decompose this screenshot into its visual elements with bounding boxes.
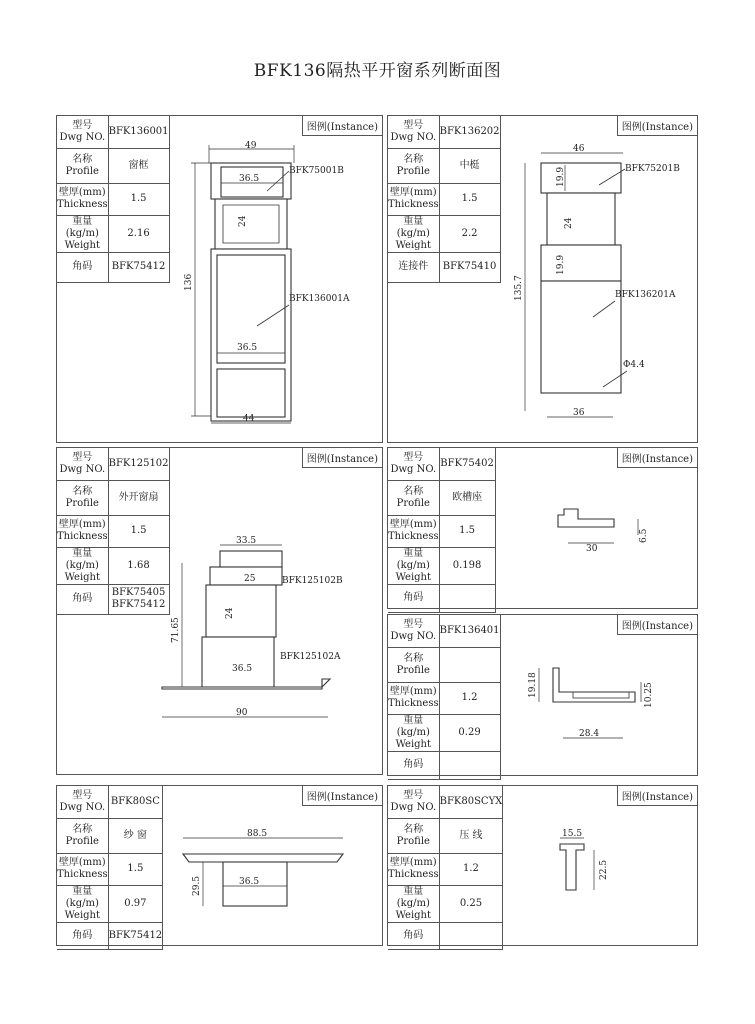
profile-name [439, 647, 500, 682]
section-drawing [548, 824, 648, 904]
spec-table: 型号 Dwg NO. BFK136401 名称 Profile 壁厚(mm) Thickness 1.2 重量(kg/m) Weight 0.29 角码 [388, 615, 501, 780]
svg-text:BFK136201A: BFK136201A [615, 290, 676, 300]
profile-name: 外开窗扇 [108, 480, 169, 515]
dwg-number: BFK80SCYX [439, 786, 503, 818]
profile-name: 窗框 [108, 148, 169, 183]
page-title: BFK136隔热平开窗系列断面图 [253, 61, 502, 81]
svg-text:19.9: 19.9 [556, 166, 566, 187]
svg-text:22.5: 22.5 [599, 859, 609, 880]
svg-text:36.5: 36.5 [237, 343, 258, 353]
instance-label: 图例(Instance) [617, 615, 697, 635]
dim-top: 49 [245, 141, 257, 151]
spec-table: 型号 Dwg NO. BFK136001 名称 Profile 窗框 壁厚(mm) Thickness 1.5 重量(kg/m) Weight 2.16 角码 BFK75412 [57, 116, 170, 283]
dwg-number: BFK136202 [439, 116, 500, 148]
profile-card-bfk80scyx [387, 785, 698, 946]
dwg-number: BFK136401 [439, 615, 500, 647]
profile-card-bfk136001 [56, 115, 383, 443]
section-drawing [177, 824, 377, 914]
svg-text:BFK75201B: BFK75201B [625, 164, 680, 174]
svg-text:30: 30 [586, 544, 598, 554]
section-drawing [503, 141, 693, 431]
profile-card-bfk136202 [387, 115, 698, 443]
corner-value: BFK75405 BFK75412 [108, 584, 169, 614]
part-label-a: BFK136001A [289, 294, 350, 304]
instance-label: 图例(Instance) [617, 448, 697, 468]
thickness-value: 1.5 [439, 515, 495, 547]
spec-table: 型号 Dwg NO. BFK80SCYX 名称 Profile 压 线 壁厚(mm) Thickness 1.2 重量(kg/m) Weight 0.25 角码 [388, 786, 503, 950]
profile-card-bfk125102 [56, 447, 383, 775]
dwg-number: BFK75402 [439, 448, 495, 480]
spec-table: 型号 Dwg NO. BFK80SC 名称 Profile 纱 窗 壁厚(mm) Thickness 1.5 重量(kg/m) Weight 0.97 角码 BFK75412 [57, 786, 163, 950]
profile-name: 压 线 [439, 818, 503, 853]
svg-text:10.25: 10.25 [644, 682, 654, 708]
dim-height: 136 [184, 273, 194, 291]
weight-value: 0.25 [439, 885, 503, 922]
corner-value: BFK75412 [108, 252, 169, 282]
svg-text:71.65: 71.65 [171, 617, 181, 643]
thickness-value: 1.5 [108, 183, 169, 215]
instance-label: 图例(Instance) [617, 786, 697, 806]
profile-name: 中梃 [439, 148, 500, 183]
svg-text:BFK125102B: BFK125102B [282, 576, 343, 586]
weight-value: 0.29 [439, 714, 500, 751]
svg-text:19.9: 19.9 [556, 254, 566, 275]
instance-label: 图例(Instance) [302, 116, 382, 136]
svg-text:28.4: 28.4 [579, 729, 600, 739]
svg-text:BFK125102A: BFK125102A [280, 652, 341, 662]
svg-text:46: 46 [573, 144, 585, 154]
svg-text:33.5: 33.5 [236, 536, 257, 546]
thickness-value: 1.2 [439, 853, 503, 885]
svg-text:29.5: 29.5 [192, 875, 202, 896]
weight-value: 1.68 [108, 547, 169, 584]
svg-text:24: 24 [564, 217, 574, 229]
section-drawing [177, 141, 377, 431]
weight-value: 0.97 [108, 885, 163, 922]
svg-text:24: 24 [238, 215, 248, 227]
section-drawing [152, 533, 372, 733]
svg-text:36: 36 [573, 408, 585, 418]
dwg-number: BFK80SC [108, 786, 163, 818]
svg-text:24: 24 [225, 607, 235, 619]
profile-card-bfk136401 [387, 614, 698, 776]
weight-value: 2.16 [108, 215, 169, 252]
spec-table: 型号 Dwg NO. BFK75402 名称 Profile 欧槽座 壁厚(mm) Thickness 1.5 重量(kg/m) Weight 0.198 角码 [388, 448, 496, 613]
svg-text:Φ4.4: Φ4.4 [623, 360, 645, 370]
svg-text:19.18: 19.18 [528, 672, 538, 698]
instance-label: 图例(Instance) [302, 786, 382, 806]
svg-text:135.7: 135.7 [514, 275, 524, 301]
profile-card-bfk75402 [387, 447, 698, 609]
section-drawing [548, 503, 658, 573]
svg-text:88.5: 88.5 [247, 829, 268, 839]
instance-label: 图例(Instance) [302, 448, 382, 468]
spec-table: 型号 Dwg NO. BFK136202 名称 Profile 中梃 壁厚(mm) Thickness 1.5 重量(kg/m) Weight 2.2 连接件 BFK75410 [388, 116, 501, 283]
svg-text:44: 44 [243, 414, 255, 424]
profile-name: 欧槽座 [439, 480, 495, 515]
dwg-number: BFK136001 [108, 116, 169, 148]
instance-label: 图例(Instance) [617, 116, 697, 136]
weight-value: 2.2 [439, 215, 500, 252]
svg-text:25: 25 [244, 574, 256, 584]
connector-value: BFK75410 [439, 252, 500, 282]
svg-text:90: 90 [236, 708, 248, 718]
svg-text:36.5: 36.5 [239, 877, 260, 887]
thickness-value: 1.5 [439, 183, 500, 215]
svg-text:15.5: 15.5 [562, 829, 583, 839]
spec-table: 型号 Dwg NO. BFK125102 名称 Profile 外开窗扇 壁厚(mm) Thickness 1.5 重量(kg/m) Weight 1.68 角码 BFK75405 BFK75412 [57, 448, 170, 615]
thickness-value: 1.5 [108, 515, 169, 547]
corner-value: BFK75412 [108, 922, 163, 949]
profile-name: 纱 窗 [108, 818, 163, 853]
thickness-value: 1.2 [439, 682, 500, 714]
svg-text:36.5: 36.5 [239, 174, 260, 184]
svg-text:36.5: 36.5 [232, 664, 253, 674]
part-label-b: BFK75001B [289, 166, 344, 176]
svg-text:6.5: 6.5 [639, 528, 649, 543]
profile-card-bfk80sc [56, 785, 383, 946]
dwg-number: BFK125102 [108, 448, 169, 480]
thickness-value: 1.5 [108, 853, 163, 885]
weight-value: 0.198 [439, 547, 495, 584]
section-drawing [513, 660, 663, 750]
